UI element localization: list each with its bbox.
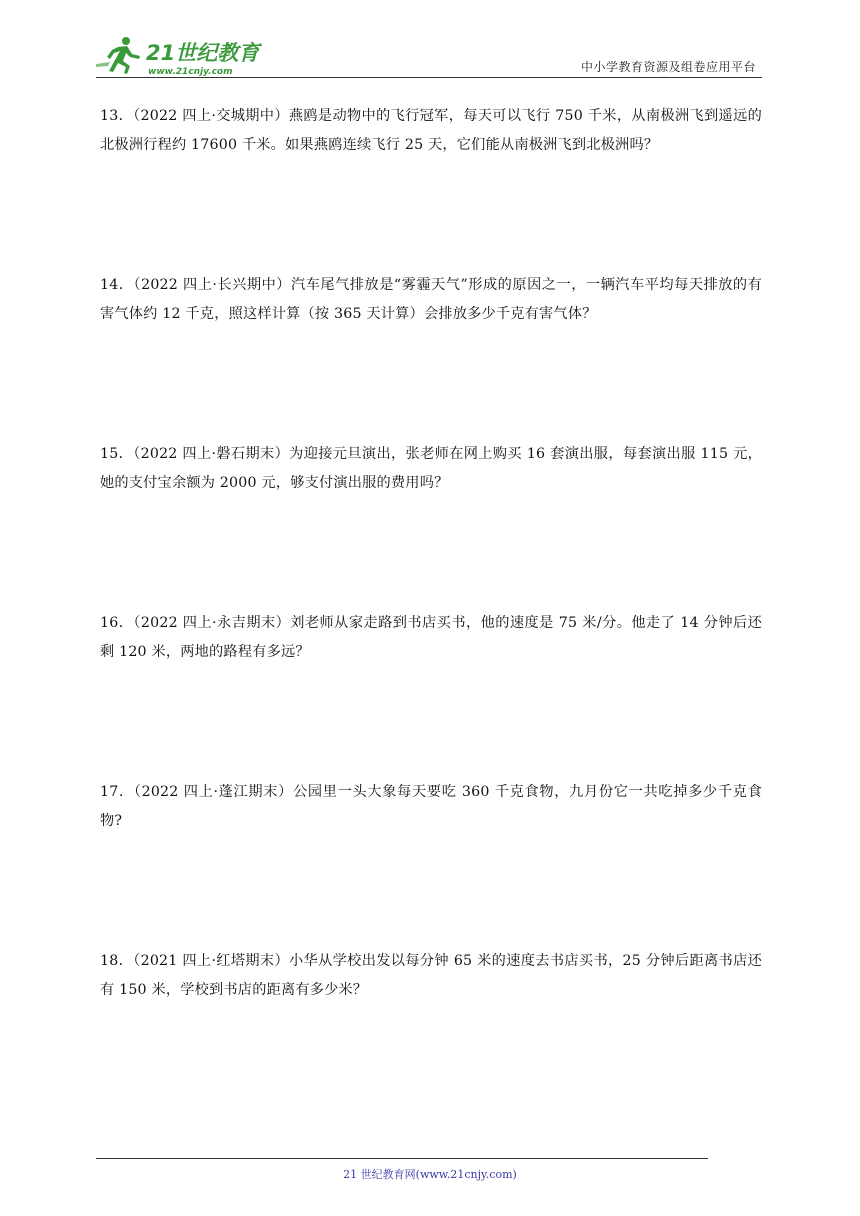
question-source: （2022 四上·长兴期中） [133,277,291,293]
question-list [100,102,762,1116]
question-number: 13． [100,108,134,124]
question-source: （2022 四上·磐石期末） [133,446,290,462]
question-number: 18． [100,953,134,969]
question-source: （2022 四上·永吉期末） [133,615,291,631]
question-source: （2021 四上·红塔期末） [133,953,290,969]
question-13 [100,102,762,271]
question-source: （2022 四上·交城期中） [133,108,289,124]
page-header [96,30,762,78]
question-text: 刘老师从家走路到书店买书，他的速度是 75 米/分。他走了 14 分钟后还剩 120 米，两地的路程有多远？ [100,615,763,660]
footer-divider [96,1158,708,1159]
brand-text: 21世纪教育 [146,41,260,65]
question-source: （2022 四上·蓬江期末） [133,784,294,800]
question-16 [100,609,762,778]
question-17 [100,778,762,947]
question-text: 小华从学校出发以每分钟 65 米的速度去书店买书，25 分钟后距离书店还有 150 米，学校到书店的距离有多少米？ [100,953,763,998]
question-15 [100,440,762,609]
footer-link[interactable]: 21 世纪教育网(www.21cnjy.com) [343,1168,517,1181]
runner-icon [96,37,140,74]
question-number: 14． [100,277,134,293]
platform-name: 中小学教育资源及组卷应用平台 [580,60,756,74]
question-text: 为迎接元旦演出，张老师在网上购买 16 套演出服，每套演出服 115 元，她的支付宝余额为 2000 元，够支付演出服的费用吗？ [100,446,763,491]
question-14 [100,271,762,440]
question-number: 15． [100,446,134,462]
question-number: 17． [100,784,134,800]
brand-url: www.21cnjy.com [148,67,233,77]
question-text: 汽车尾气排放是“雾霾天气”形成的原因之一，一辆汽车平均每天排放的有害气体约 12 千克，照这样计算（按 365 天计算）会排放多少千克有害气体？ [100,277,763,322]
question-text: 燕鸥是动物中的飞行冠军，每天可以飞行 750 千米，从南极洲飞到遥远的北极洲行程约 17600 千米。如果燕鸥连续飞行 25 天，它们能从南极洲飞到北极洲吗？ [100,108,762,153]
question-18 [100,947,762,1116]
question-number: 16． [100,615,134,631]
header-divider [96,77,762,78]
brand-logo [96,34,266,78]
question-text: 公园里一头大象每天要吃 360 千克食物，九月份它一共吃掉多少千克食物? [100,784,763,829]
